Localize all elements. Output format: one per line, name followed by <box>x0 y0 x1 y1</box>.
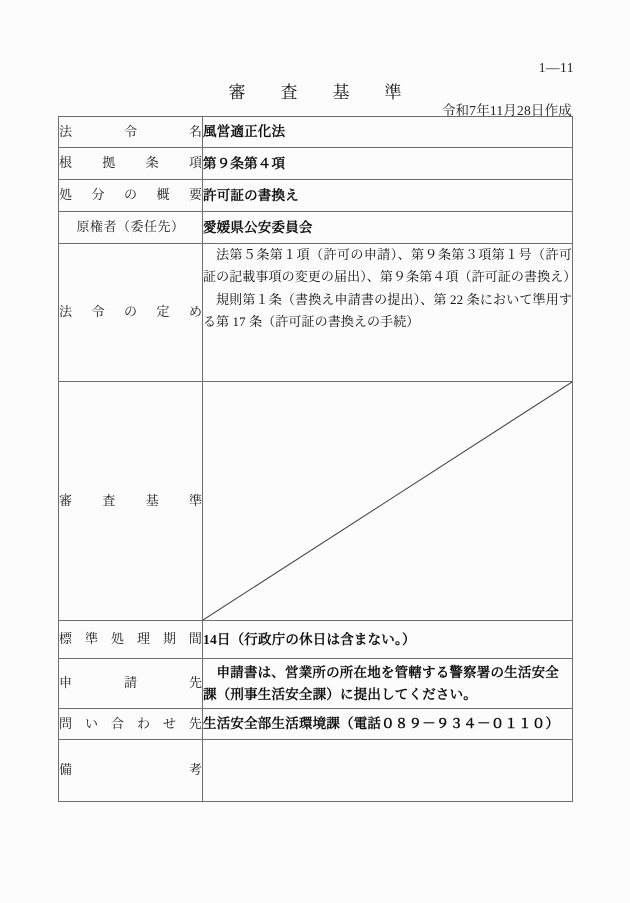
row-label-law-name <box>59 117 203 148</box>
row-value-application-destination: 申請書は、営業所の所在地を管轄する警察署の生活安全課（刑事生活安全課）に提出してください。 <box>203 659 573 709</box>
label-char: 期 <box>162 631 176 647</box>
label-char: わ <box>136 715 150 731</box>
table-row <box>59 212 573 244</box>
label-char: 令 <box>91 304 105 320</box>
label-char: 間 <box>188 631 202 647</box>
label-char: 査 <box>102 492 116 508</box>
label-char: 拠 <box>102 155 116 171</box>
table-row <box>59 382 573 621</box>
table-row <box>59 740 573 802</box>
label-char: 条 <box>145 155 159 171</box>
row-value-law-name: 風営適正化法 <box>203 117 573 148</box>
row-value-legal-basis: 第９条第４項 <box>203 148 573 180</box>
row-label-legal-basis <box>59 148 203 180</box>
row-value-original-authority: 愛媛県公安委員会 <box>203 212 573 244</box>
row-label-screening-criteria <box>59 382 203 621</box>
label-char: 令 <box>123 123 137 139</box>
created-date: 令和7年11月28日作成 <box>441 103 572 118</box>
label-char: 申 <box>59 675 73 691</box>
label-char: 先 <box>188 715 202 731</box>
row-value-remarks <box>203 740 573 802</box>
label-char: 法 <box>59 304 73 320</box>
label-char: 定 <box>156 304 170 320</box>
label-char: 備 <box>59 762 73 778</box>
statutory-paragraph-1: 法第５条第１項（許可の申請）、第９条第３項第１号（許可証の記載事項の変更の届出）、第９条第４項（許可証の書換え） <box>203 247 577 285</box>
page-number: 1—11 <box>538 60 574 75</box>
diagonal-strike-icon <box>203 382 572 620</box>
table-row <box>59 180 573 212</box>
table-row <box>59 148 573 180</box>
label-char: 標 <box>59 631 73 647</box>
row-label-remarks <box>59 740 203 802</box>
label-char: め <box>188 304 202 320</box>
row-value-disposition-summary: 許可証の書換え <box>203 180 573 212</box>
label-char: い <box>84 715 98 731</box>
label-char: 処 <box>110 631 124 647</box>
row-label-standard-processing-period <box>59 621 203 659</box>
row-label-original-authority <box>59 212 203 244</box>
row-label-disposition-summary <box>59 180 203 212</box>
row-value-statutory-provisions <box>203 244 577 382</box>
label-char: 名 <box>188 123 202 139</box>
label-char: 審 <box>59 492 73 508</box>
label-char: 基 <box>145 492 159 508</box>
row-value-standard-processing-period: 14日（行政庁の休日は含まない。） <box>203 621 573 659</box>
row-value-screening-criteria <box>203 382 573 621</box>
label-char: の <box>123 187 137 203</box>
table-row <box>59 709 573 740</box>
statutory-paragraph-2: 規則第１条（書換え申請書の提出）、第 22 条において準用する第 17 条（許可証の書換えの手続） <box>203 291 572 330</box>
page-title: 審 査 基 準 <box>228 83 411 102</box>
label-char: 考 <box>188 762 202 778</box>
label-char: 要 <box>188 187 202 203</box>
label-char: 準 <box>188 492 202 508</box>
screening-criteria-table <box>58 116 577 802</box>
label-char: 法 <box>59 123 73 139</box>
table-row <box>59 621 573 659</box>
row-label-statutory-provisions <box>59 244 203 382</box>
label-char: の <box>123 304 137 320</box>
label-char: 処 <box>59 187 73 203</box>
row-label-contact <box>59 709 203 740</box>
label-char: 概 <box>156 187 170 203</box>
table-row <box>59 244 573 382</box>
label-char: 問 <box>59 715 73 731</box>
table-row <box>59 659 573 709</box>
row-value-contact: 生活安全部生活環境課（電話０８９－９３４－０１１０） <box>203 709 573 740</box>
label-char: 理 <box>136 631 150 647</box>
label-char: せ <box>162 715 176 731</box>
row-label-text: 原権者（委任先） <box>76 219 185 235</box>
label-char: 根 <box>59 155 73 171</box>
label-char: 準 <box>84 631 98 647</box>
label-char: 合 <box>110 715 124 731</box>
label-char: 項 <box>188 155 202 171</box>
label-char: 先 <box>188 675 202 691</box>
table-row <box>59 117 573 148</box>
label-char: 分 <box>91 187 105 203</box>
row-label-application-destination <box>59 659 203 709</box>
label-char: 請 <box>123 675 137 691</box>
